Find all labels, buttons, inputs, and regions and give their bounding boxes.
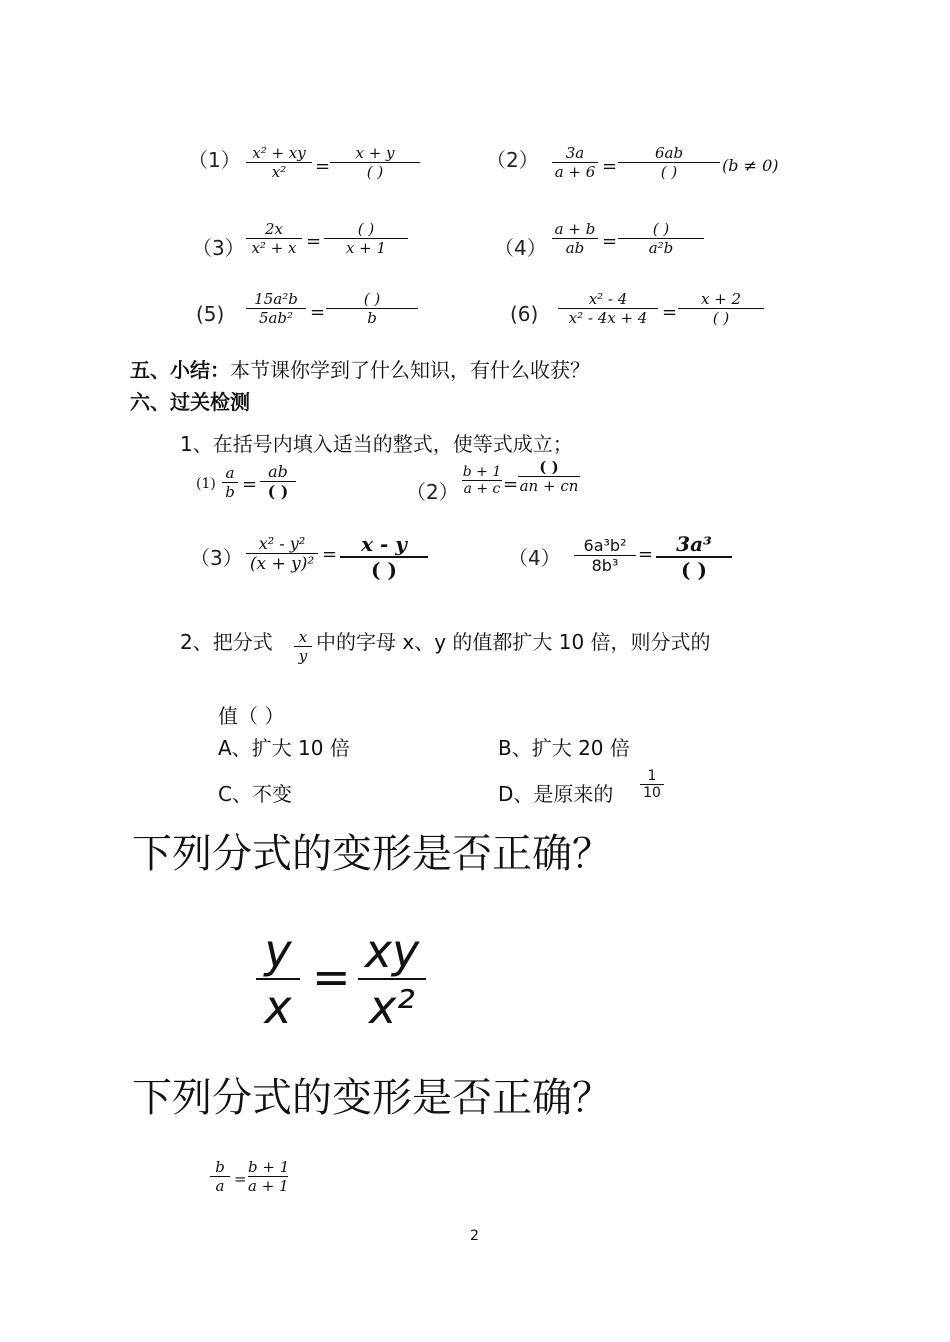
fraction: ( ) b bbox=[326, 290, 418, 327]
item-label: （4） bbox=[494, 236, 547, 260]
equals-sign: = bbox=[503, 474, 519, 495]
item-label: （3） bbox=[190, 546, 243, 570]
equals-sign: = bbox=[310, 302, 326, 323]
equals-sign: = bbox=[322, 544, 338, 565]
item-label: （1） bbox=[188, 148, 241, 172]
section-text: 本节课你学到了什么知识，有什么收获？ bbox=[230, 358, 590, 382]
fraction: xy x² bbox=[358, 924, 426, 1034]
equals-sign: = bbox=[602, 156, 618, 177]
option-d: D、是原来的 bbox=[498, 782, 614, 806]
fraction: b a bbox=[210, 1158, 230, 1195]
fraction: x² - y² (x + y)² bbox=[246, 534, 318, 574]
option-c: C、不变 bbox=[218, 782, 292, 806]
fraction: 15a²b 5ab² bbox=[246, 290, 306, 327]
item-label: （2） bbox=[486, 148, 539, 172]
question-title-repeat: 下列分式的变形是否正确？ bbox=[132, 1075, 612, 1121]
equals-sign: = bbox=[315, 156, 331, 177]
item-label: （3） bbox=[192, 236, 245, 260]
condition-note: (b ≠ 0) bbox=[722, 156, 779, 175]
equals-sign: = bbox=[312, 950, 351, 1004]
fraction: x + y ( ) bbox=[330, 144, 420, 181]
item-label: (5) bbox=[196, 302, 225, 326]
fraction: 6a³b² 8b³ bbox=[574, 536, 636, 575]
fraction: 3a a + 6 bbox=[552, 144, 598, 181]
option-b: B、扩大 20 倍 bbox=[498, 736, 630, 760]
equals-sign: = bbox=[306, 231, 322, 252]
equals-sign: = bbox=[234, 1170, 247, 1188]
fraction: ( ) x + 1 bbox=[324, 220, 408, 257]
fraction: a + b ab bbox=[552, 220, 598, 257]
fraction: b + 1 a + c bbox=[462, 464, 502, 497]
fraction: x² - 4 x² - 4x + 4 bbox=[558, 290, 658, 327]
q2-prompt: 2、把分式 bbox=[180, 630, 273, 654]
fraction: x y bbox=[294, 628, 312, 665]
fraction: y x bbox=[256, 924, 300, 1034]
fraction: 6ab ( ) bbox=[618, 144, 720, 181]
page-number: 2 bbox=[470, 1228, 479, 1244]
equals-sign: = bbox=[602, 231, 618, 252]
fraction: ab ( ) bbox=[260, 462, 296, 501]
fraction: a b bbox=[222, 464, 238, 501]
fraction: x - y ( ) bbox=[340, 532, 428, 582]
question-title: 下列分式的变形是否正确？ bbox=[132, 831, 612, 877]
section-5-summary bbox=[130, 354, 590, 383]
fraction: x + 2 ( ) bbox=[678, 290, 764, 327]
fraction: b + 1 a + 1 bbox=[248, 1158, 290, 1195]
fraction: ( ) a²b bbox=[618, 220, 704, 257]
fraction: 3a³ ( ) bbox=[656, 532, 732, 582]
item-label: (1) bbox=[196, 476, 216, 492]
fraction: 2x x² + x bbox=[246, 220, 302, 257]
fraction: ( ) an + cn bbox=[519, 458, 579, 495]
section-heading: 五、小结： bbox=[130, 358, 230, 382]
fraction: x² + xy x² bbox=[246, 144, 312, 181]
q1-prompt: 1、在括号内填入适当的整式，使等式成立； bbox=[180, 432, 573, 456]
item-label: （2） bbox=[406, 480, 459, 504]
fraction: 1 10 bbox=[640, 768, 664, 801]
section-6-heading: 六、过关检测 bbox=[130, 390, 250, 414]
option-a: A、扩大 10 倍 bbox=[218, 736, 350, 760]
equals-sign: = bbox=[662, 302, 678, 323]
item-label: （4） bbox=[508, 546, 561, 570]
q2-prompt-cont: 中的字母 x、y 的值都扩大 10 倍，则分式的 bbox=[316, 630, 711, 654]
equals-sign: = bbox=[242, 474, 258, 495]
equals-sign: = bbox=[638, 544, 654, 565]
q2-answer-blank: 值（ ） bbox=[218, 704, 285, 728]
item-label: (6) bbox=[510, 302, 539, 326]
